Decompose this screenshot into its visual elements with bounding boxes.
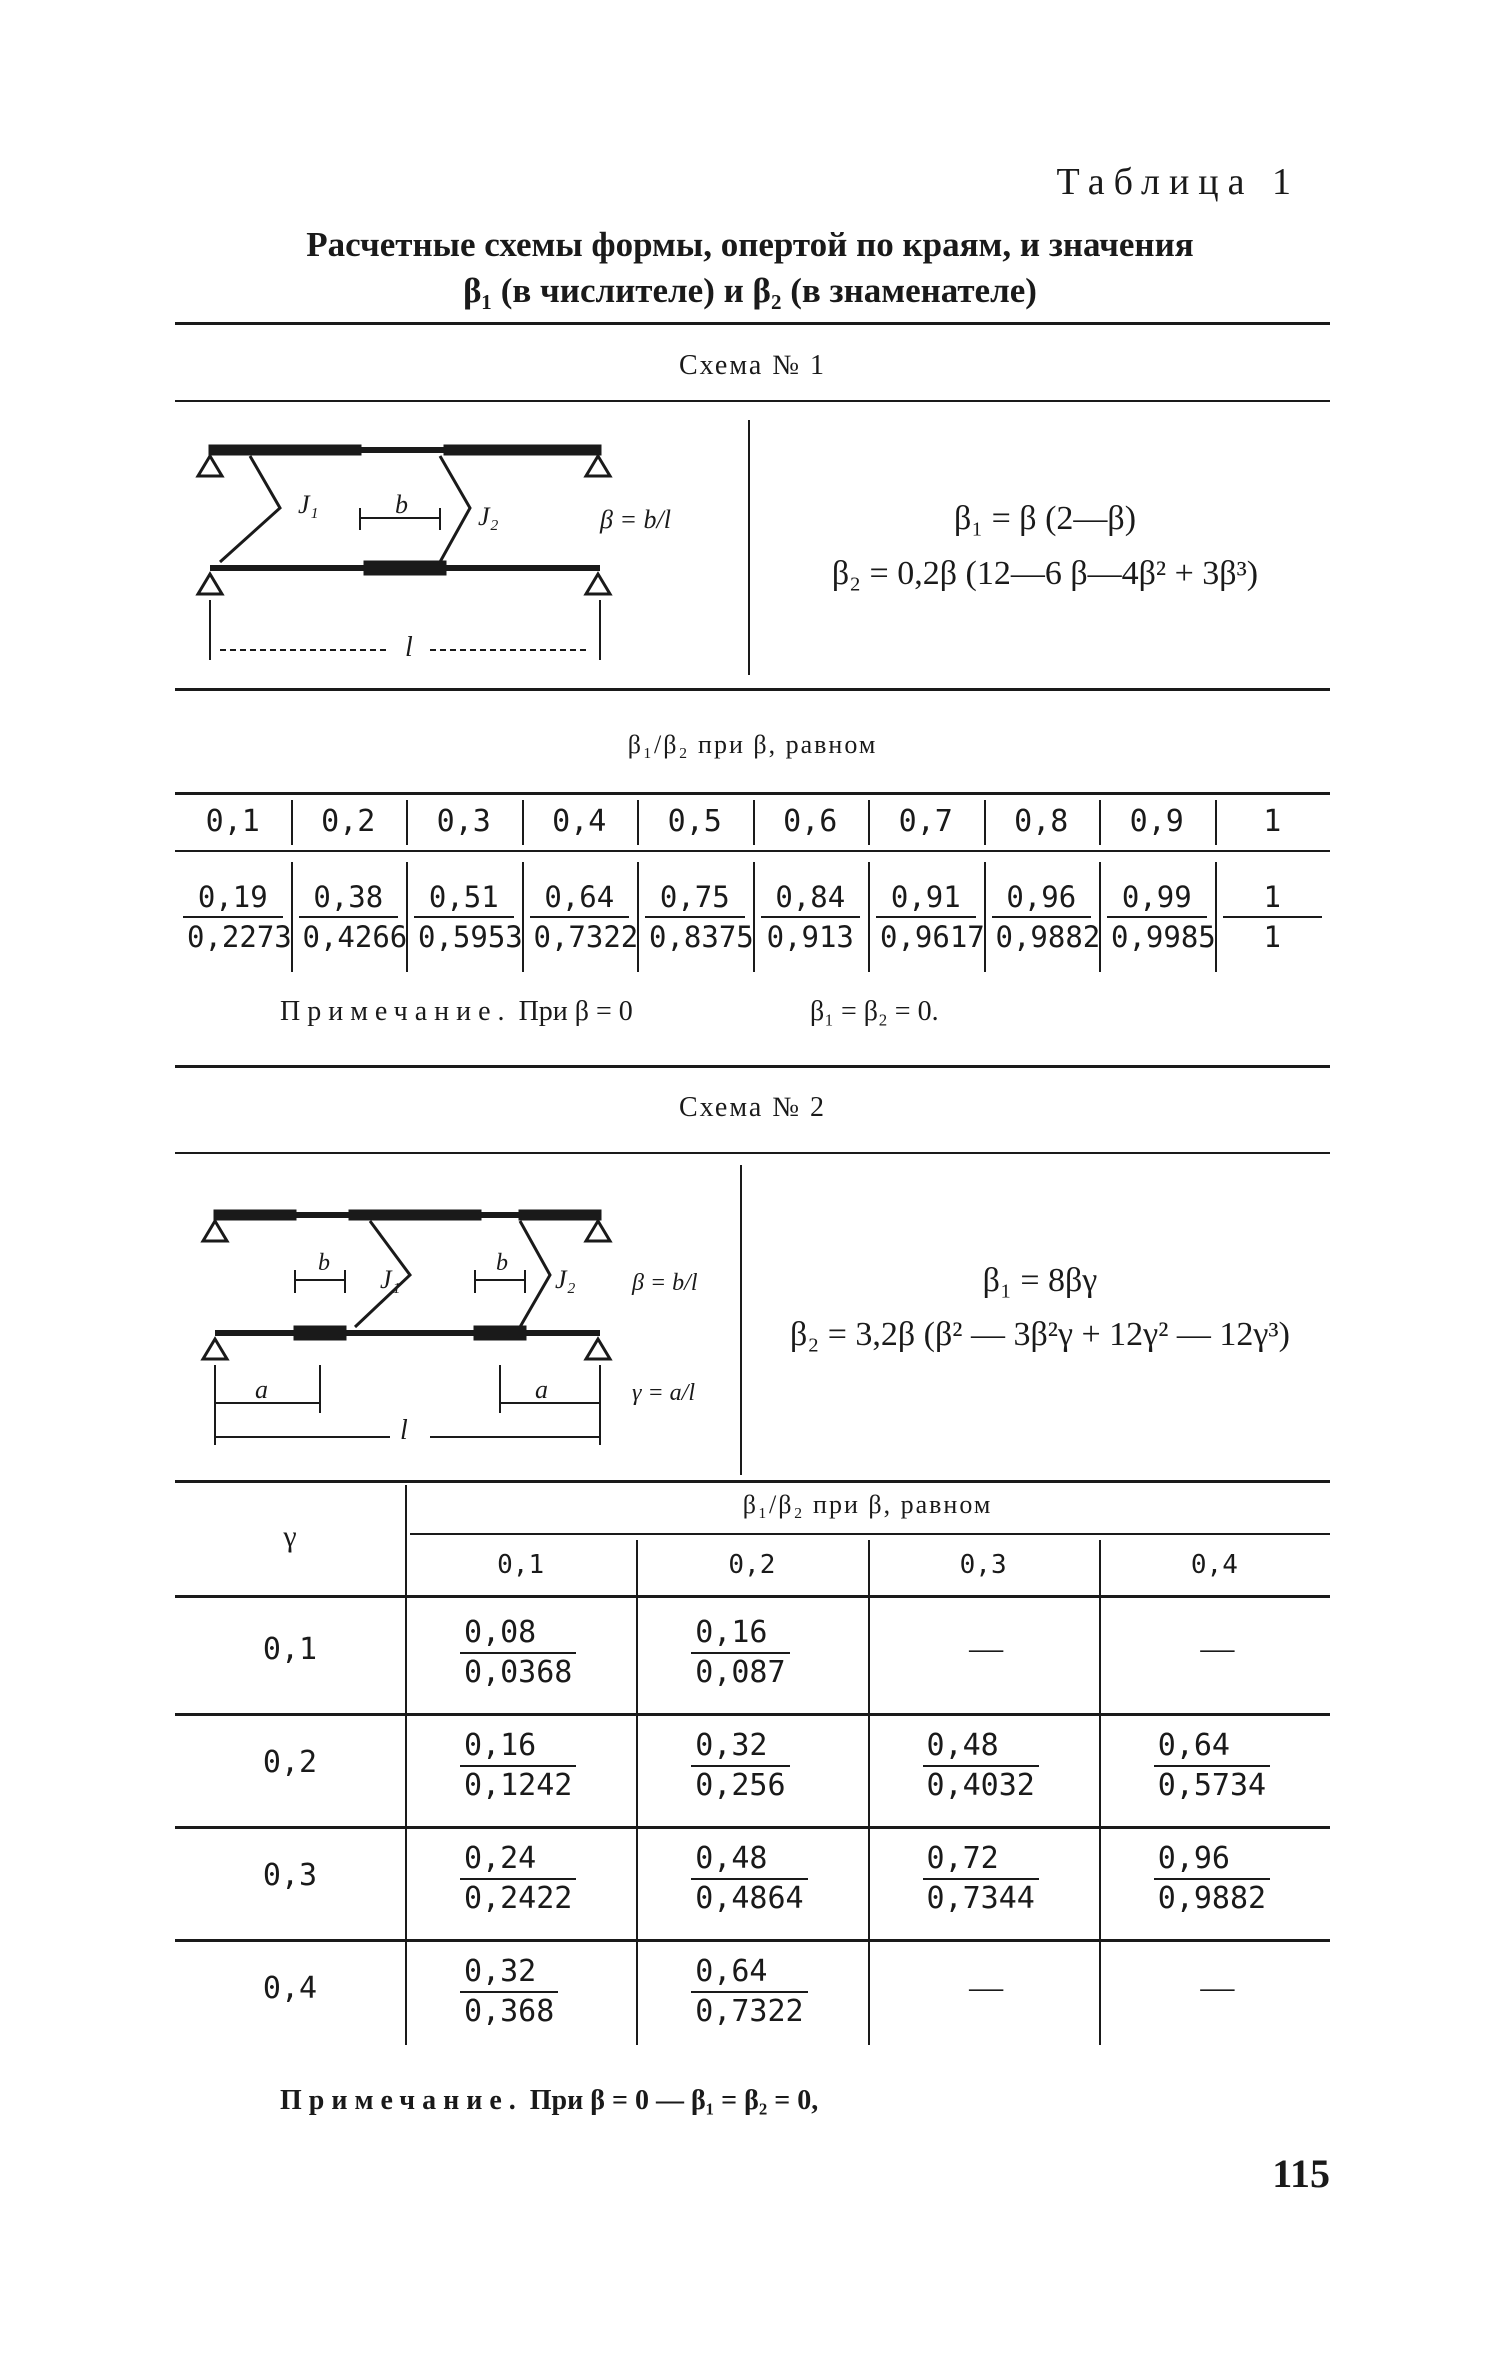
- fraction-cell: [1154, 1727, 1270, 1805]
- numerator: 0,08: [460, 1614, 576, 1654]
- title-line-2: β₁ (в числителе) и β₂ (в знаменателе): [463, 271, 1037, 310]
- column-divider: [984, 800, 986, 845]
- denominator: 0,9882: [995, 920, 1101, 954]
- rule: [175, 1595, 1330, 1598]
- numerator: 0,64: [691, 1953, 807, 1993]
- page-title: [180, 222, 1320, 314]
- numerator: 0,84: [761, 878, 861, 918]
- scheme1-table-caption: β₁/β₂ при β, равном: [627, 730, 878, 759]
- fraction-cell: [876, 878, 985, 956]
- fraction-cell: [1154, 1840, 1270, 1918]
- a-label: a: [255, 1375, 268, 1404]
- rule: [175, 1939, 1330, 1942]
- title-line-1: Расчетные схемы формы, опертой по краям, и значения: [306, 225, 1194, 264]
- b-label: b: [395, 490, 408, 519]
- column-divider: [1099, 1540, 1101, 2045]
- numerator: 0,64: [1154, 1727, 1270, 1767]
- beta-header-cell: 0,2: [728, 1550, 776, 1580]
- column-divider: [522, 800, 524, 845]
- column-divider: [1099, 800, 1101, 845]
- denominator: 0,913: [766, 920, 854, 954]
- rule: [175, 322, 1330, 325]
- gamma-cell: 0,3: [262, 1858, 318, 1893]
- scheme2-title: Схема № 2: [678, 1092, 827, 1123]
- denominator: 0,087: [695, 1655, 786, 1690]
- note-label: Примечание.: [280, 996, 512, 1027]
- gamma-cell: 0,2: [262, 1745, 318, 1780]
- denominator: 1: [1263, 920, 1281, 954]
- fraction-cell: [414, 878, 523, 956]
- denominator: 0,5953: [418, 920, 523, 954]
- column-divider: [406, 800, 408, 845]
- column-divider: [637, 800, 639, 845]
- b-label: b: [496, 1250, 508, 1276]
- rule: [175, 1152, 1330, 1154]
- rule: [175, 1065, 1330, 1068]
- beta-header-cell: 0,4: [552, 804, 607, 839]
- beta-header-cell: 0,4: [1190, 1550, 1238, 1580]
- denominator: 0,9617: [880, 920, 985, 954]
- fraction-cell: [1223, 878, 1323, 956]
- numerator: 0,32: [460, 1953, 558, 1993]
- empty-dash: —: [969, 1969, 1004, 2006]
- beta-header-cell: 0,1: [497, 1550, 545, 1580]
- fraction-cell: [530, 878, 639, 956]
- beta-header-cell: 0,2: [321, 804, 376, 839]
- rule: [175, 792, 1330, 795]
- denominator: 0,9985: [1111, 920, 1216, 954]
- beta-header-cell: 0,6: [783, 804, 838, 839]
- numerator: 0,64: [530, 878, 630, 918]
- gamma-header: γ: [283, 1520, 297, 1553]
- beta-definition: β = b/l: [632, 1270, 698, 1296]
- scheme1-formula-beta2: β₂ = 0,2β (12—6 β—4β² + 3β³): [831, 555, 1259, 592]
- note-text: При β = 0: [518, 996, 633, 1027]
- numerator: 0,38: [299, 878, 399, 918]
- rule: [175, 850, 1330, 852]
- rule: [175, 1713, 1330, 1716]
- empty-dash: —: [1200, 1969, 1235, 2006]
- scheme2-formula-beta1: β₁ = 8βγ: [982, 1262, 1098, 1299]
- beta-header-cell: 0,5: [667, 804, 722, 839]
- denominator: 0,9882: [1157, 1881, 1267, 1916]
- denominator: 0,7322: [533, 920, 639, 954]
- numerator: 0,75: [645, 878, 745, 918]
- gamma-cell: 0,4: [262, 1971, 318, 2006]
- fraction-cell: [299, 878, 408, 956]
- numerator: 0,32: [691, 1727, 789, 1767]
- beta-header-cell: 0,8: [1014, 804, 1069, 839]
- beta-header-cell: 0,1: [205, 804, 260, 839]
- denominator: 0,0368: [464, 1655, 573, 1690]
- beta-definition: β = b/l: [600, 505, 671, 534]
- denominator: 0,5734: [1157, 1768, 1267, 1803]
- scheme1-note: [280, 996, 633, 1028]
- rule: [175, 1826, 1330, 1829]
- note-text: При β = 0 —: [529, 2085, 684, 2116]
- numerator: 0,72: [923, 1840, 1039, 1880]
- beta-header-cell: 0,7: [898, 804, 953, 839]
- column-divider: [291, 862, 293, 972]
- column-divider: [753, 800, 755, 845]
- denominator: 0,4032: [926, 1768, 1035, 1803]
- note-result: β₁ = β₂ = 0,: [690, 2085, 819, 2116]
- fraction-cell: [691, 1727, 789, 1805]
- denominator: 0,256: [695, 1768, 786, 1803]
- beta-header-cell: 0,9: [1129, 804, 1184, 839]
- fraction-cell: [645, 878, 754, 956]
- column-divider: [984, 862, 986, 972]
- fraction-cell: [761, 878, 861, 956]
- rule: [410, 1533, 1330, 1535]
- rule: [175, 1480, 1330, 1483]
- numerator: 0,48: [923, 1727, 1039, 1767]
- numerator: 0,96: [992, 878, 1092, 918]
- denominator: 0,8375: [649, 920, 754, 954]
- denominator: 0,2273: [187, 920, 292, 954]
- gamma-cell: 0,1: [262, 1632, 318, 1667]
- numerator: 0,16: [460, 1727, 576, 1767]
- numerator: 1: [1223, 878, 1323, 918]
- numerator: 0,96: [1154, 1840, 1270, 1880]
- fraction-cell: [183, 878, 292, 956]
- fraction-cell: [460, 1953, 558, 2031]
- note-label: Примечание.: [280, 2085, 523, 2116]
- column-divider: [1099, 862, 1101, 972]
- numerator: 0,51: [414, 878, 514, 918]
- rule: [175, 688, 1330, 691]
- j2-label: J₂: [555, 1265, 576, 1294]
- b-label: b: [318, 1250, 330, 1276]
- scheme2-diagram: [190, 1185, 710, 1465]
- l-label: l: [400, 1415, 408, 1446]
- fraction-cell: [691, 1840, 807, 1918]
- page-number: 115: [1272, 2151, 1330, 2196]
- column-divider: [753, 862, 755, 972]
- denominator: 0,1242: [464, 1768, 573, 1803]
- scheme1-title: Схема № 1: [678, 350, 827, 381]
- column-divider: [291, 800, 293, 845]
- l-label: l: [405, 632, 413, 663]
- empty-dash: —: [1200, 1630, 1235, 1667]
- j1-label: J₁: [298, 490, 319, 519]
- empty-dash: —: [969, 1630, 1004, 1667]
- table-label: Таблица 1: [1056, 161, 1300, 203]
- scheme1-diagram: [190, 420, 710, 680]
- fraction-cell: [992, 878, 1101, 956]
- fraction-cell: [923, 1840, 1039, 1918]
- column-divider: [1215, 800, 1217, 845]
- scheme2-formula-beta2: β₂ = 3,2β (β² — 3β²γ + 12γ² — 12γ³): [790, 1316, 1290, 1353]
- numerator: 0,91: [876, 878, 976, 918]
- column-divider: [636, 1540, 638, 2045]
- column-divider: [868, 1540, 870, 2045]
- divider: [740, 1165, 742, 1475]
- denominator: 0,4864: [695, 1881, 804, 1916]
- numerator: 0,99: [1107, 878, 1207, 918]
- beta-header-cell: 1: [1263, 804, 1282, 839]
- beta-header-cell: 0,3: [436, 804, 491, 839]
- fraction-cell: [691, 1614, 789, 1692]
- j2-label: J₂: [478, 502, 499, 531]
- j1-label: J₁: [380, 1265, 401, 1294]
- denominator: 0,2422: [464, 1881, 573, 1916]
- numerator: 0,24: [460, 1840, 576, 1880]
- denominator: 0,4266: [302, 920, 408, 954]
- fraction-cell: [923, 1727, 1039, 1805]
- fraction-cell: [460, 1614, 576, 1692]
- fraction-cell: [460, 1840, 576, 1918]
- numerator: 0,48: [691, 1840, 807, 1880]
- scheme1-note-result: β₁ = β₂ = 0.: [810, 996, 939, 1027]
- column-divider: [868, 862, 870, 972]
- denominator: 0,368: [464, 1994, 555, 2029]
- numerator: 0,19: [183, 878, 283, 918]
- scheme1-formula-beta1: β₁ = β (2—β): [953, 500, 1137, 537]
- denominator: 0,7322: [695, 1994, 804, 2029]
- fraction-cell: [1107, 878, 1216, 956]
- column-divider: [1215, 862, 1217, 972]
- rule: [175, 400, 1330, 402]
- divider: [748, 420, 750, 675]
- numerator: 0,16: [691, 1614, 789, 1654]
- gamma-definition: γ = a/l: [632, 1380, 695, 1406]
- column-divider: [637, 862, 639, 972]
- column-divider: [522, 862, 524, 972]
- a-label: a: [535, 1375, 548, 1404]
- column-divider: [406, 862, 408, 972]
- beta-header-cell: 0,3: [959, 1550, 1007, 1580]
- scheme2-table-caption: β₁/β₂ при β, равном: [742, 1490, 993, 1519]
- column-divider: [868, 800, 870, 845]
- fraction-cell: [691, 1953, 807, 2031]
- denominator: 0,7344: [926, 1881, 1035, 1916]
- fraction-cell: [460, 1727, 576, 1805]
- scheme2-note: [280, 2085, 818, 2117]
